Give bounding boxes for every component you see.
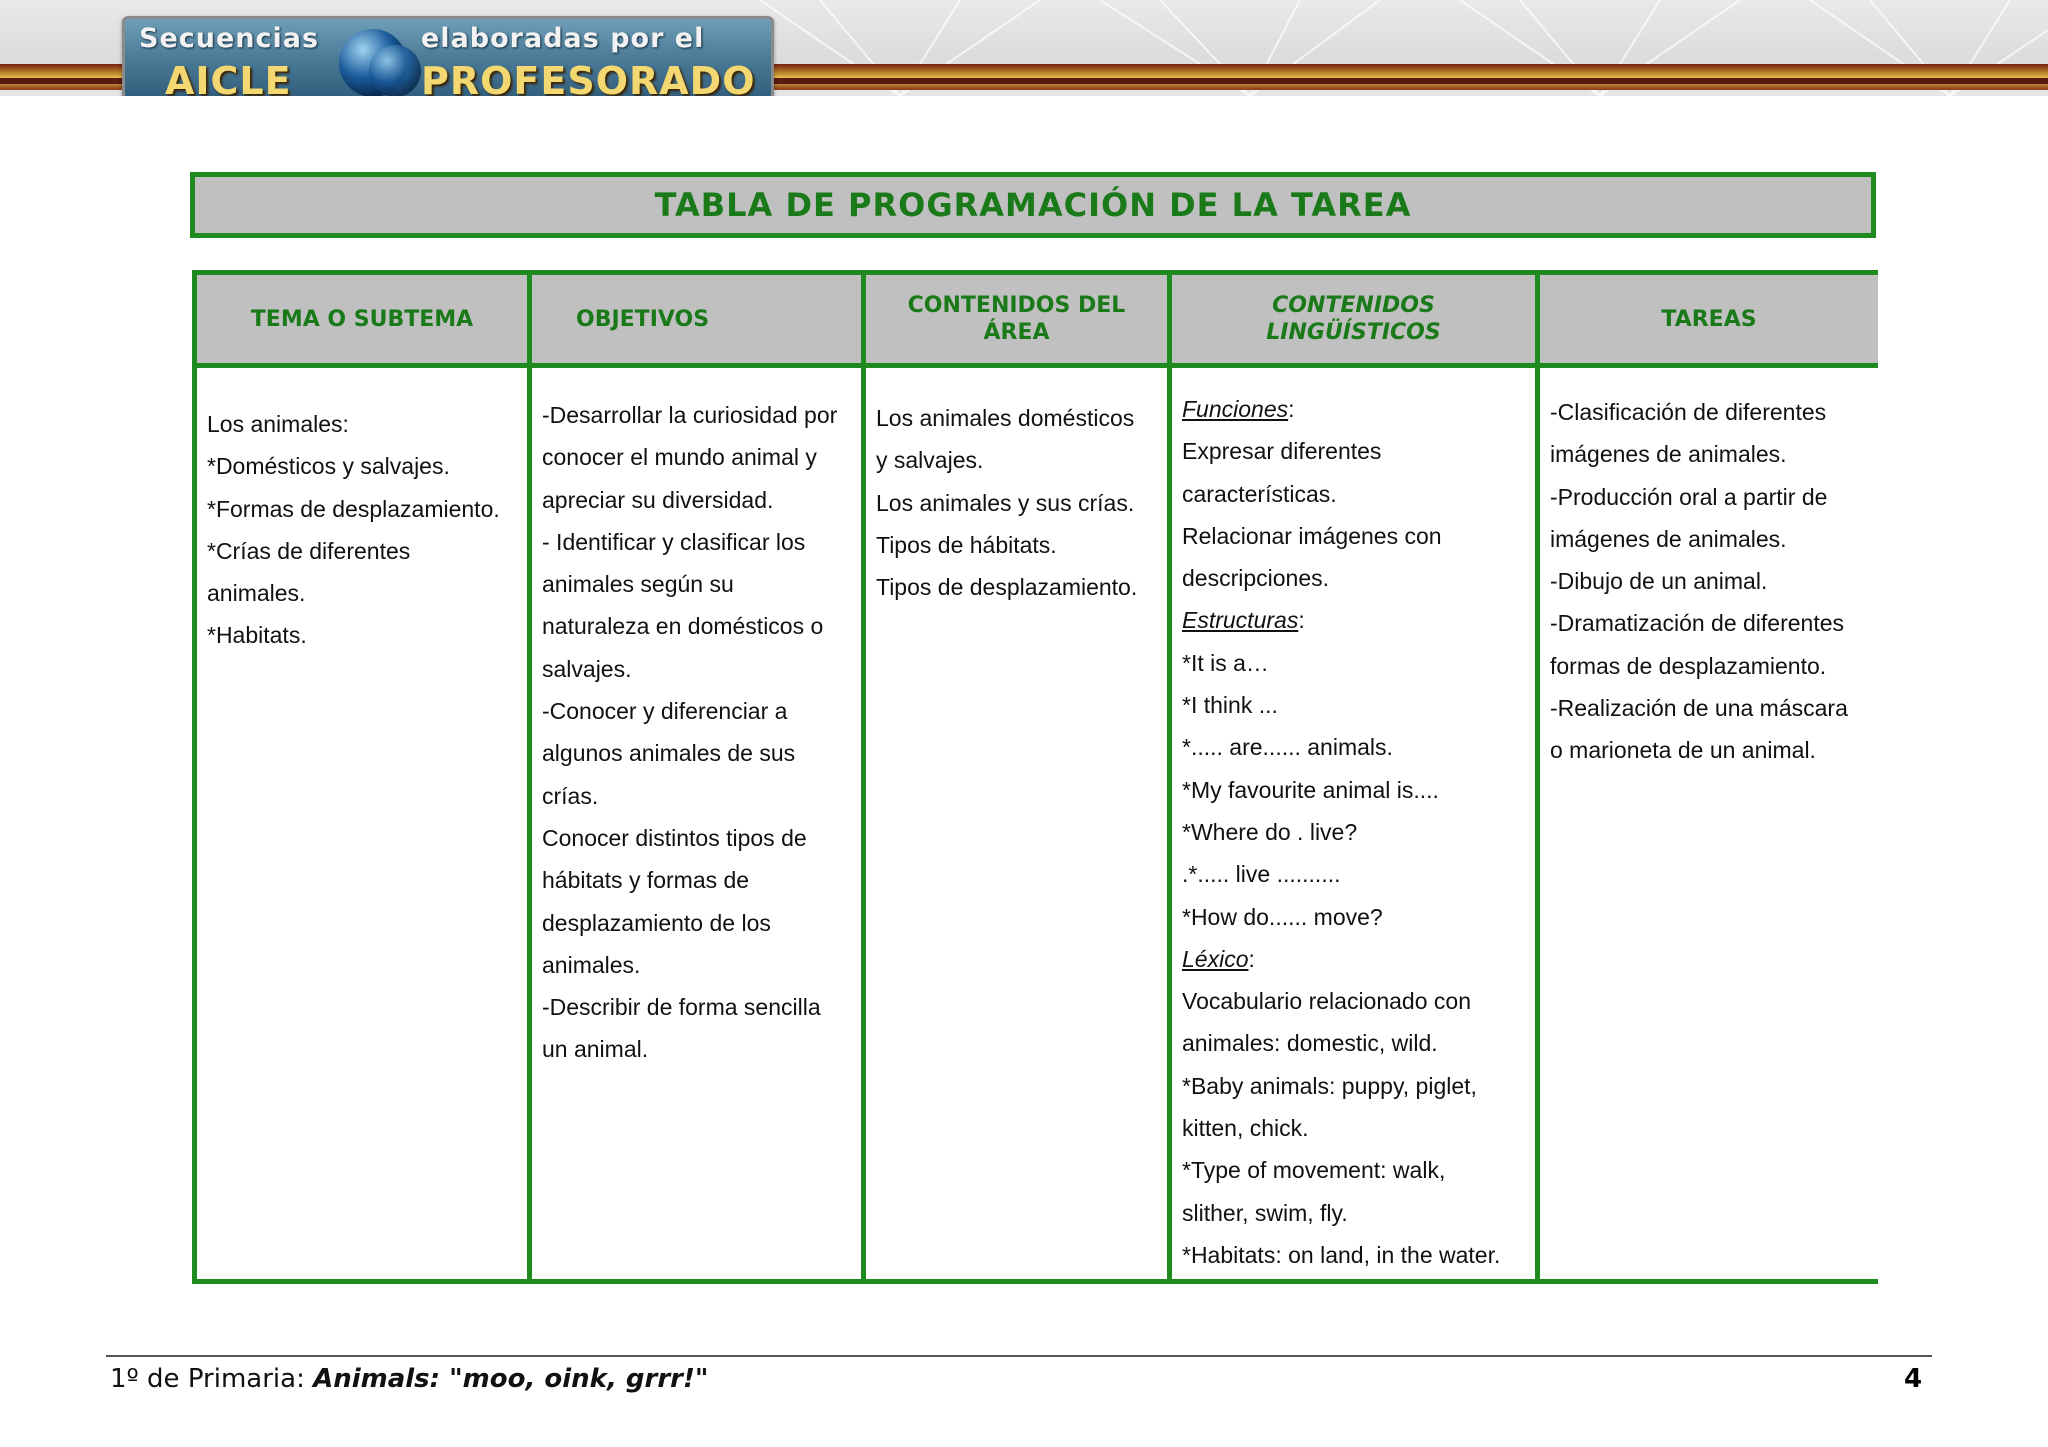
contenido-area-line: Los animales y sus crías.: [876, 489, 1135, 516]
tarea-line: imágenes de animales.: [1550, 441, 1787, 468]
objetivo-line: Conocer distintos tipos de: [542, 824, 807, 851]
objetivo-line: -Desarrollar la curiosidad por: [542, 402, 838, 428]
funciones-heading: Funciones:: [1182, 396, 1295, 422]
footer-unit-title: Animals: "moo, oink, grrr!": [313, 1364, 709, 1394]
lexico-heading: Léxico:: [1182, 945, 1255, 972]
logo-aicle: AICLE: [165, 59, 292, 96]
lexico-line: *Type of movement: walk,: [1182, 1157, 1446, 1184]
contenido-area-line: Los animales domésticos: [876, 405, 1135, 431]
objetivo-line: apreciar su diversidad.: [542, 486, 774, 513]
cell-objetivos: [532, 368, 861, 1279]
tarea-line: -Clasificación de diferentes: [1550, 399, 1827, 425]
tema-line: Los animales:: [207, 411, 349, 437]
funciones-line: descripciones.: [1182, 565, 1330, 592]
tarea-line: formas de desplazamiento.: [1550, 652, 1827, 679]
tarea-line: o marioneta de un animal.: [1550, 737, 1816, 764]
tema-line: animales.: [207, 580, 306, 607]
contenido-area-line: Tipos de desplazamiento.: [876, 574, 1138, 601]
estructuras-line: .*..... live ..........: [1182, 861, 1341, 888]
lexico-line: *Baby animals: puppy, piglet,: [1182, 1072, 1477, 1099]
objetivo-line: un animal.: [542, 1036, 649, 1063]
header-banner: [0, 0, 2048, 96]
programming-table: [192, 270, 1878, 1284]
lexico-line: slither, swim, fly.: [1182, 1199, 1348, 1226]
cell-tema: [197, 368, 527, 1279]
estructuras-line: *I think ...: [1182, 692, 1278, 719]
cell-tareas: [1540, 368, 1878, 1279]
footer-course: [110, 1364, 708, 1394]
contenido-area-line: Tipos de hábitats.: [876, 531, 1057, 558]
estructuras-line: *It is a…: [1182, 649, 1269, 676]
objetivo-line: naturaleza en domésticos o: [542, 613, 824, 640]
funciones-line: características.: [1182, 480, 1337, 507]
lexico-line: Vocabulario relacionado con: [1182, 988, 1471, 1015]
footer-divider: [106, 1355, 1932, 1357]
objetivo-line: animales según su: [542, 571, 734, 598]
estructuras-line: *My favourite animal is....: [1182, 776, 1439, 803]
objetivo-line: crías.: [542, 782, 599, 809]
tarea-line: -Producción oral a partir de: [1550, 483, 1828, 510]
objetivo-line: animales.: [542, 951, 641, 978]
page-title: TABLA DE PROGRAMACIÓN DE LA TAREA: [654, 186, 1412, 224]
aicle-logo: [122, 16, 774, 96]
objetivo-line: - Identificar y clasificar los: [542, 528, 806, 555]
page-number: 4: [1904, 1364, 1923, 1394]
objetivo-line: -Describir de forma sencilla: [542, 994, 821, 1021]
objetivo-line: hábitats y formas de: [542, 867, 750, 894]
tema-line: *Domésticos y salvajes.: [207, 453, 450, 480]
lexico-line: kitten, chick.: [1182, 1115, 1309, 1142]
tarea-line: -Realización de una máscara: [1550, 695, 1848, 722]
lexico-line: *Habitats: on land, in the water.: [1182, 1241, 1501, 1268]
estructuras-line: *How do...... move?: [1182, 903, 1383, 930]
header-tema: TEMA O SUBTEMA: [197, 275, 527, 363]
funciones-line: Relacionar imágenes con: [1182, 522, 1442, 549]
tarea-line: -Dibujo de un animal.: [1550, 568, 1768, 595]
tema-line: *Habitats.: [207, 622, 307, 649]
tarea-line: -Dramatización de diferentes: [1550, 610, 1845, 637]
funciones-line: Expresar diferentes: [1182, 438, 1382, 465]
objetivo-line: -Conocer y diferenciar a: [542, 698, 788, 725]
cell-contenidos-linguisticos: [1172, 368, 1535, 1279]
header-objetivos: OBJETIVOS: [532, 275, 861, 363]
objetivo-line: conocer el mundo animal y: [542, 444, 817, 471]
tema-line: *Crías de diferentes: [207, 537, 411, 564]
header-contenidos-area: CONTENIDOS DEL ÁREA: [866, 275, 1167, 363]
logo-elaboradas: elaboradas por el: [421, 23, 705, 54]
tarea-line: imágenes de animales.: [1550, 525, 1787, 552]
estructuras-heading: Estructuras:: [1182, 607, 1305, 634]
objetivo-line: desplazamiento de los: [542, 909, 771, 936]
footer-prefix: 1º de Primaria:: [110, 1364, 314, 1394]
logo-profesorado: PROFESORADO: [421, 59, 756, 96]
contenido-area-line: y salvajes.: [876, 447, 984, 474]
objetivo-line: algunos animales de sus: [542, 740, 796, 767]
lexico-line: animales: domestic, wild.: [1182, 1030, 1438, 1057]
table-title-box: [190, 172, 1876, 238]
estructuras-line: *..... are...... animals.: [1182, 734, 1393, 761]
header-tareas: TAREAS: [1540, 275, 1878, 363]
header-contenidos-linguisticos: CONTENIDOS LINGÜÍSTICOS: [1172, 275, 1535, 363]
tema-line: *Formas de desplazamiento.: [207, 495, 500, 522]
estructuras-line: *Where do . live?: [1182, 818, 1358, 845]
objetivo-line: salvajes.: [542, 655, 632, 682]
logo-secuencias: Secuencias: [139, 23, 320, 54]
cell-contenidos-area: [866, 368, 1167, 1279]
globe-icon: [337, 21, 423, 96]
